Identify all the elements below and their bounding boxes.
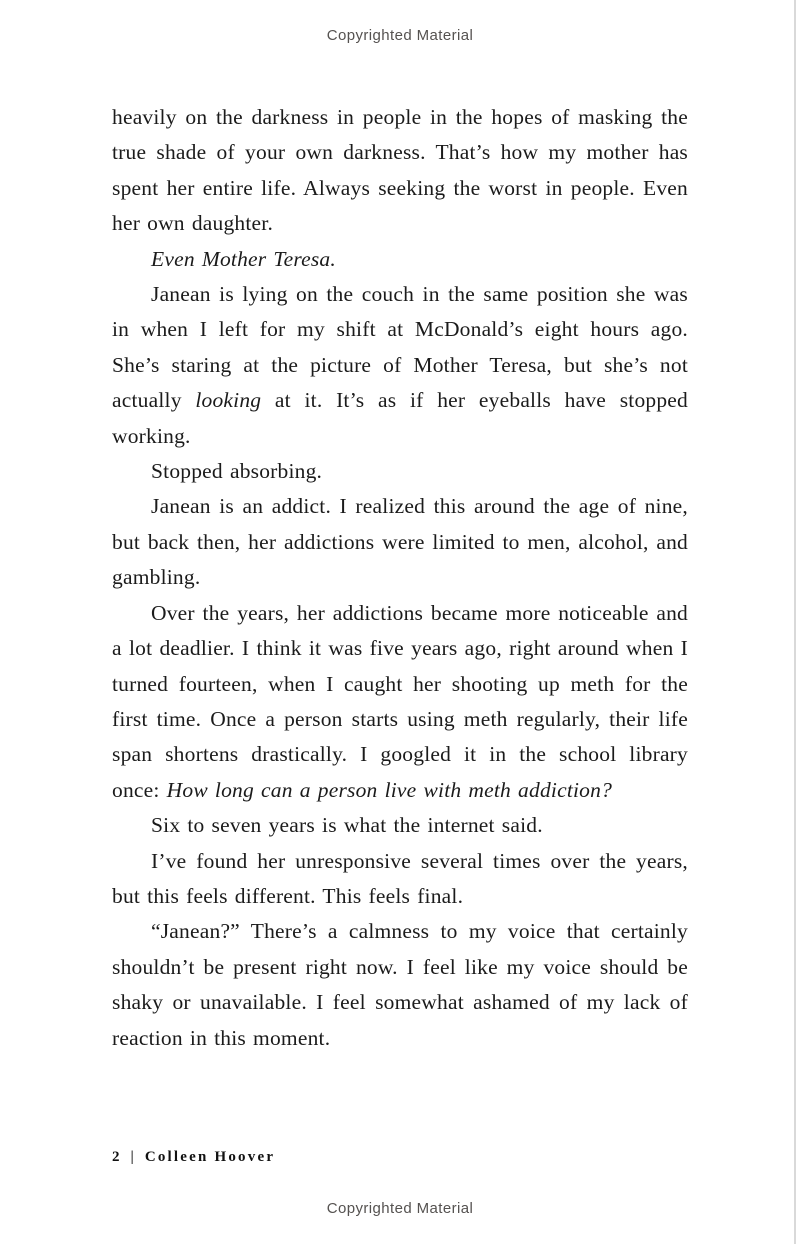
text-run: at it. It’s as if her eyeballs have stopped working. (112, 388, 688, 448)
paragraph (112, 808, 688, 843)
author-name: Colleen Hoover (144, 1149, 276, 1165)
body-text (112, 100, 688, 1056)
copyright-notice-bottom: Copyrighted Material (326, 1200, 474, 1217)
text-run: Janean is lying on the couch in the same position she was in when I left for my shift at McDonald’s eight hours ago. She’s staring at the picture of Mother Teresa, but she’s not actually (112, 282, 688, 413)
paragraph (112, 596, 688, 808)
italic-text-run: Even Mother Teresa. (151, 246, 336, 271)
text-run: Stopped absorbing. (151, 459, 323, 484)
copyright-notice-top: Copyrighted Material (326, 27, 474, 44)
page-number: 2 (112, 1149, 121, 1165)
italic-text-run: looking (195, 388, 262, 413)
page-edge-line (794, 0, 796, 1244)
page-footer (112, 1149, 275, 1166)
paragraph (112, 242, 688, 277)
paragraph (112, 277, 688, 454)
paragraph (112, 914, 688, 1056)
paragraph (112, 454, 688, 489)
paragraph (112, 100, 688, 242)
text-run: Janean is an addict. I realized this around the age of nine, but back then, her addictions were limited to men, alcohol, and gambling. (112, 494, 688, 590)
text-run: Six to seven years is what the internet said. (151, 813, 543, 838)
text-run: I’ve found her unresponsive several times over the years, but this feels different. This feels final. (112, 848, 688, 908)
text-run: “Janean?” There’s a calmness to my voice that certainly shouldn’t be present right now. I feel like my voice should be shaky or unavailable. I feel somewhat ashamed of my lack of reaction in this moment. (112, 919, 688, 1050)
italic-text-run: How long can a person live with meth addiction? (166, 777, 613, 802)
paragraph (112, 489, 688, 595)
footer-divider: | (130, 1149, 135, 1165)
text-run: Over the years, her addictions became more noticeable and a lot deadlier. I think it was five years ago, right around when I turned fourteen, when I caught her shooting up meth for the first time. Once a person starts using meth regularly, their life span shortens drastically. I googled it in the school library once: (112, 600, 688, 802)
paragraph (112, 844, 688, 915)
text-run: heavily on the darkness in people in the hopes of masking the true shade of your own darkness. That’s how my mother has spent her entire life. Always seeking the worst in people. Even her own daughter. (112, 105, 688, 236)
